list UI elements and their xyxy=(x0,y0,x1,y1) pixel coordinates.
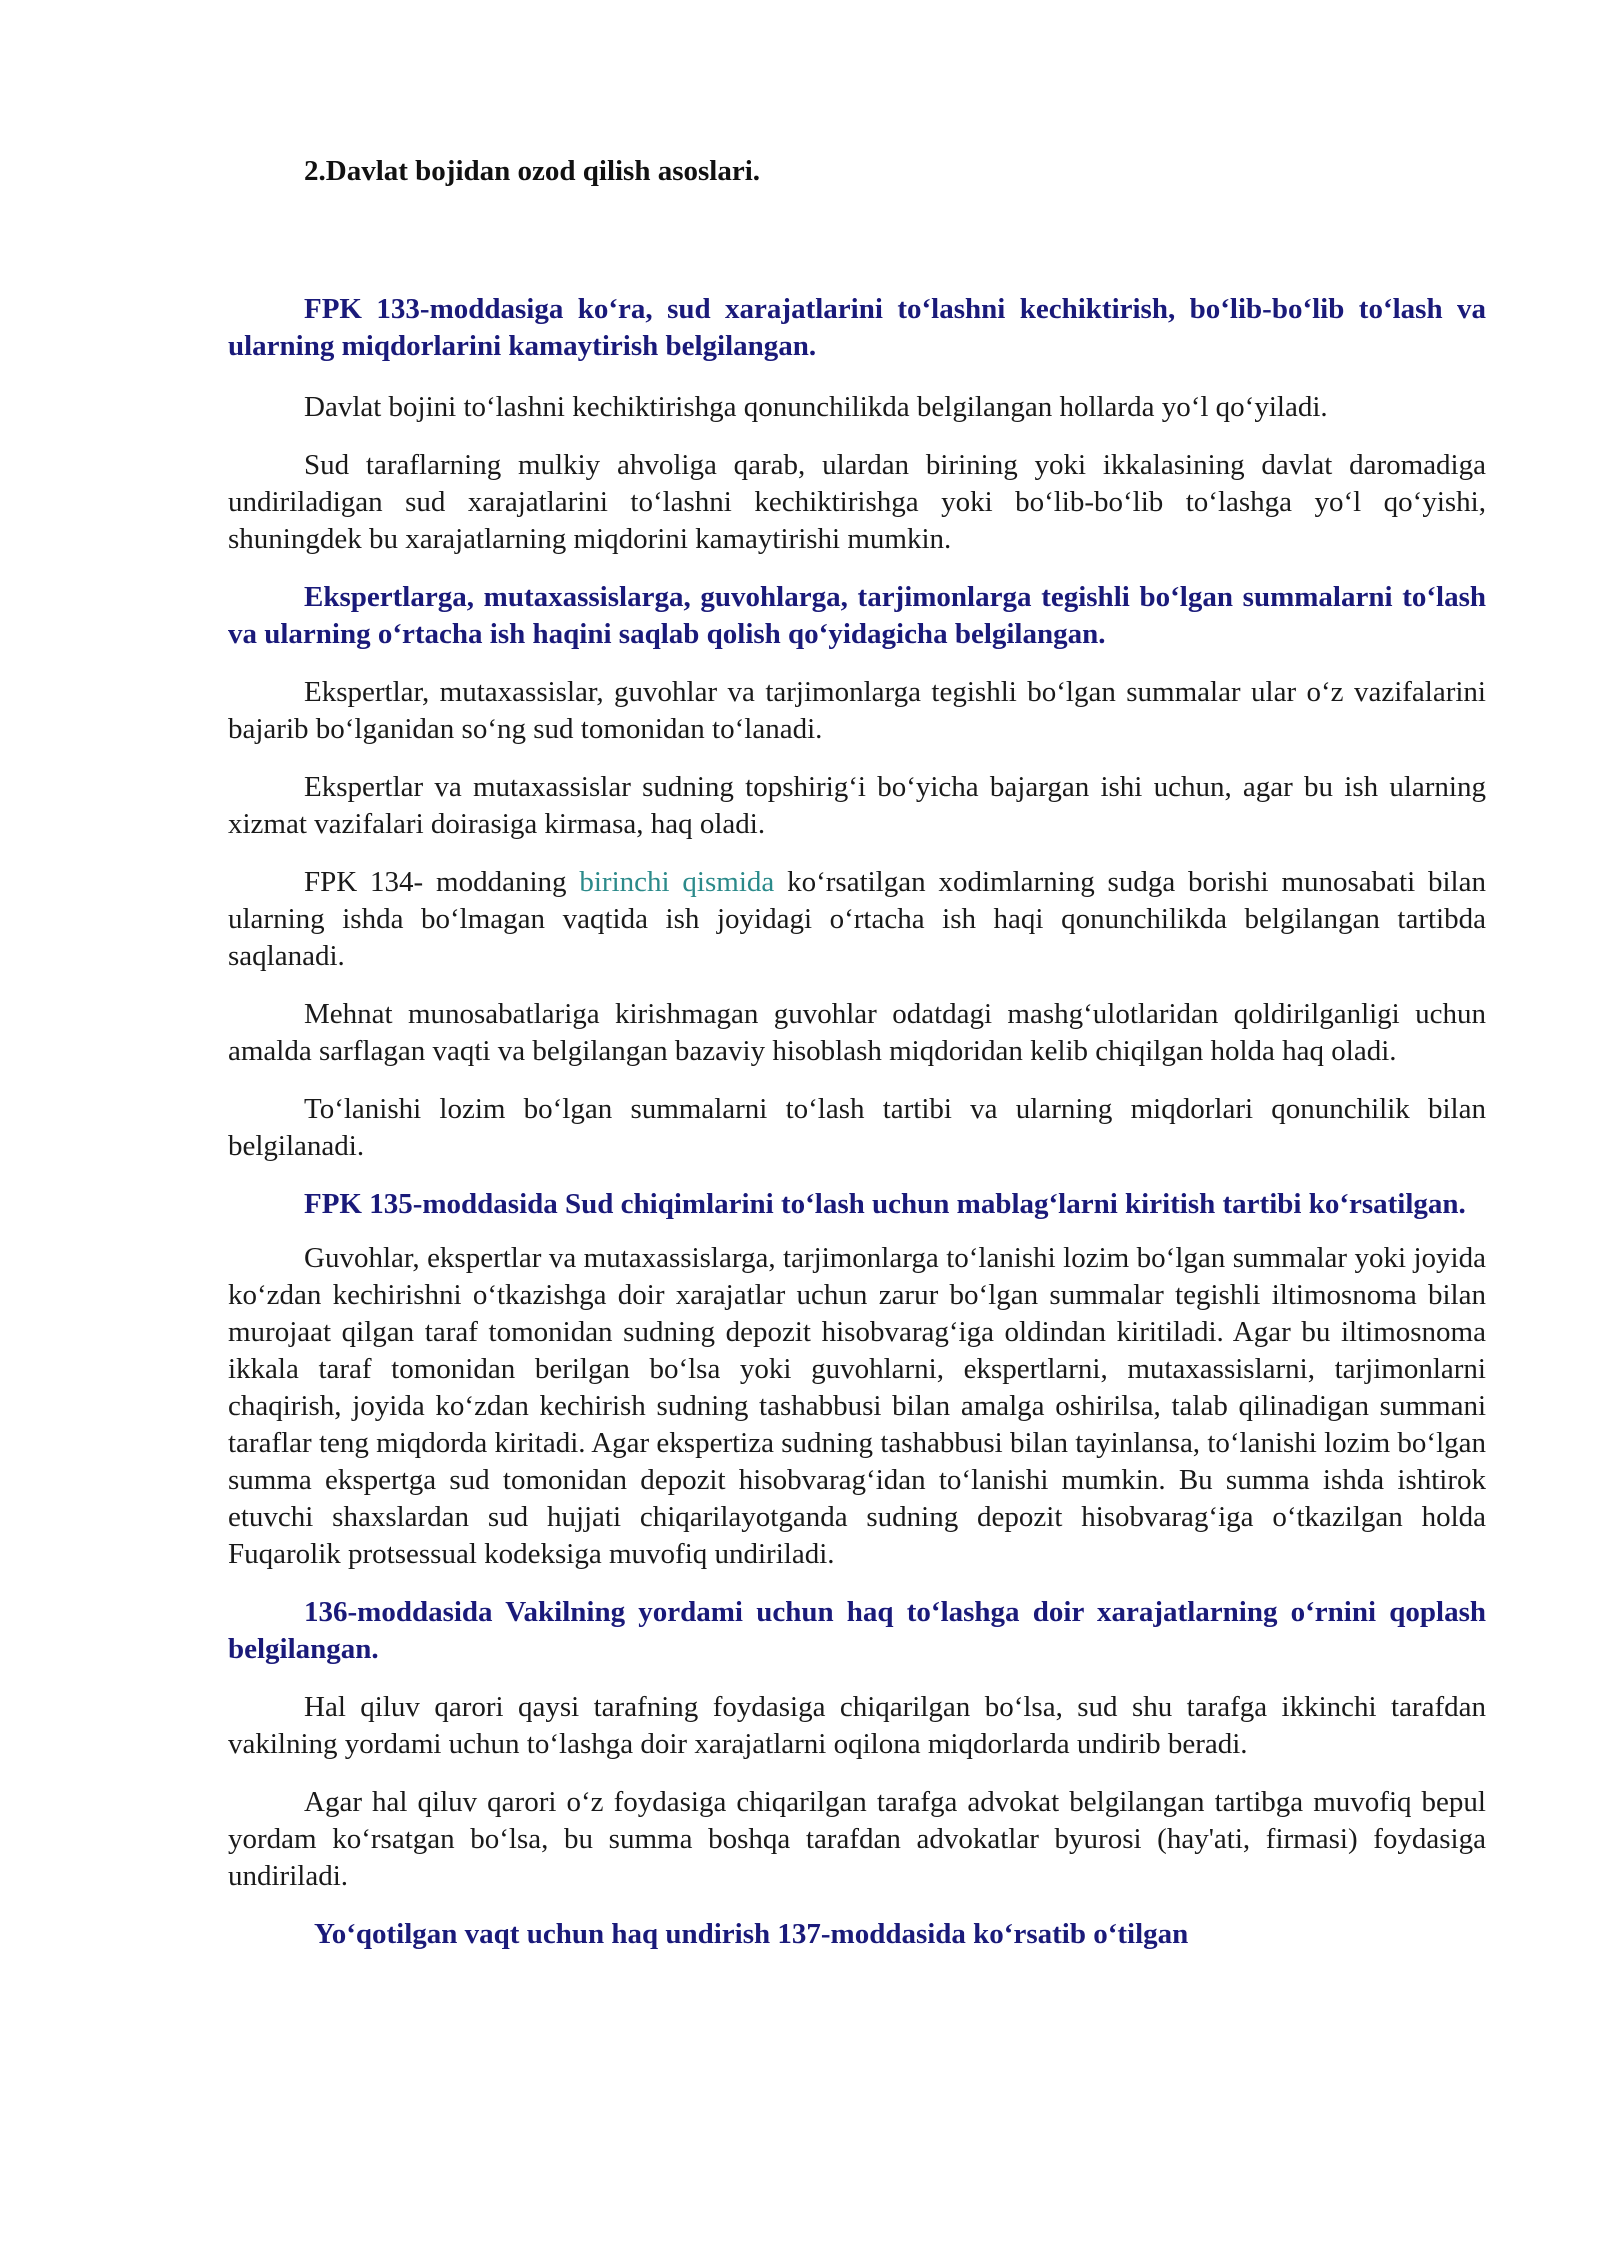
paragraph-with-link xyxy=(228,864,1486,975)
paragraph: Sud taraflarning mulkiy ahvoliga qarab, ulardan birining yoki ikkalasining davlat daromadiga undiriladigan sud xarajatlarini to‘lashni kechiktirishga yoki bo‘lib-bo‘lib to‘lashga yo‘l qo‘yishi, shuningdek bu xarajatlarning miqdorini kamaytirishi mumkin. xyxy=(228,448,1486,555)
article-135-heading: FPK 135-moddasida Sud chiqimlarini to‘lash uchun mablag‘larni kiritish tartibi ko‘rsatilgan. xyxy=(304,1187,1466,1220)
paragraph: Ekspertlar, mutaxassislar, guvohlar va tarjimonlarga tegishli bo‘lgan summalar ular o‘z vazifalarini bajarib bo‘lganidan so‘ng sud tomonidan to‘lanadi. xyxy=(228,675,1486,745)
article-136-heading: 136-moddasida Vakilning yordami uchun haq to‘lashga doir xarajatlarning o‘rnini qoplash belgilangan. xyxy=(228,1595,1486,1665)
paragraph: Agar hal qiluv qarori o‘z foydasiga chiqarilgan tarafga advokat belgilangan tartibga muvofiq bepul yordam ko‘rsatgan bo‘lsa, bu summa boshqa tarafdan advokatlar byurosi (hay'ati, firmasi) foydasiga undiriladi. xyxy=(228,1785,1486,1892)
first-part-link[interactable]: birinchi qismida xyxy=(579,865,775,898)
paragraph: Guvohlar, ekspertlar va mutaxassislarga, tarjimonlarga to‘lanishi lozim bo‘lgan summalar yoki joyida ko‘zdan kechirishni o‘tkazishga doir xarajatlar uchun zarur bo‘lgan summalar tegishli iltimosnoma bilan murojaat qilgan taraf tomonidan sudning depozit hisobvarag‘iga oldindan kiritiladi. Agar bu iltimosnoma ikkala taraf tomonidan berilgan bo‘lsa yoki guvohlarni, ekspertlarni, mutaxassislarni, tarjimonlarni chaqirish, joyida ko‘zdan kechirish sudning tashabbusi bilan amalga oshirilsa, talab qilinadigan summani taraflar teng miqdorda kiritadi. Agar ekspertiza sudning tashabbusi bilan tayinlansa, to‘lanishi lozim bo‘lgan summa ekspertga sud tomonidan depozit hisobvarag‘idan to‘lanishi mumkin. Bu summa ishda ishtirok etuvchi shaxslardan sud hujjati chiqarilayotganda sudning depozit hisobvarag‘iga o‘tkazilgan holda Fuqarolik protsessual kodeksiga muvofiq undiriladi. xyxy=(228,1241,1486,1570)
paragraph-text: ko‘rsatilgan xodimlarning sudga borishi munosabati bilan ularning ishda bo‘lmagan vaqtida ish joyidagi o‘rtacha ish haqi qonunchilikda belgilangan tartibda saqlanadi. xyxy=(228,865,1486,972)
section-title: 2.Davlat bojidan ozod qilish asoslari. xyxy=(304,155,761,187)
article-137-heading: Yo‘qotilgan vaqt uchun haq undirish 137-moddasida ko‘rsatib o‘tilgan xyxy=(314,1917,1189,1950)
paragraph: Mehnat munosabatlariga kirishmagan guvohlar odatdagi mashg‘ulotlaridan qoldirilganligi uchun amalda sarflagan vaqti va belgilangan bazaviy hisoblash miqdoridan kelib chiqilgan holda haq oladi. xyxy=(228,997,1486,1067)
paragraph: Ekspertlar va mutaxassislar sudning topshirig‘i bo‘yicha bajargan ishi uchun, agar bu ish ularning xizmat vazifalari doirasiga kirmasa, haq oladi. xyxy=(228,770,1486,840)
paragraph-text: FPK 134- moddaning xyxy=(304,865,580,898)
paragraph: To‘lanishi lozim bo‘lgan summalarni to‘lash tartibi va ularning miqdorlari qonunchilik bilan belgilanadi. xyxy=(228,1092,1486,1162)
paragraph: Hal qiluv qarori qaysi tarafning foydasiga chiqarilgan bo‘lsa, sud shu tarafga ikkinchi tarafdan vakilning yordami uchun to‘lashga doir xarajatlarni oqilona miqdorlarda undirib beradi. xyxy=(228,1690,1486,1760)
document-page xyxy=(228,138,1486,1953)
experts-heading: Ekspertlarga, mutaxassislarga, guvohlarga, tarjimonlarga tegishli bo‘lgan summalarni to‘lash va ularning o‘rtacha ish haqini saqlab qolish qo‘yidagicha belgilangan. xyxy=(228,580,1486,650)
paragraph: Davlat bojini to‘lashni kechiktirishga qonunchilikda belgilangan hollarda yo‘l qo‘yiladi. xyxy=(304,390,1328,423)
article-133-heading: FPK 133-moddasiga ko‘ra, sud xarajatlarini to‘lashni kechiktirish, bo‘lib-bo‘lib to‘lash va ularning miqdorlarini kamaytirish belgilangan. xyxy=(228,292,1486,362)
